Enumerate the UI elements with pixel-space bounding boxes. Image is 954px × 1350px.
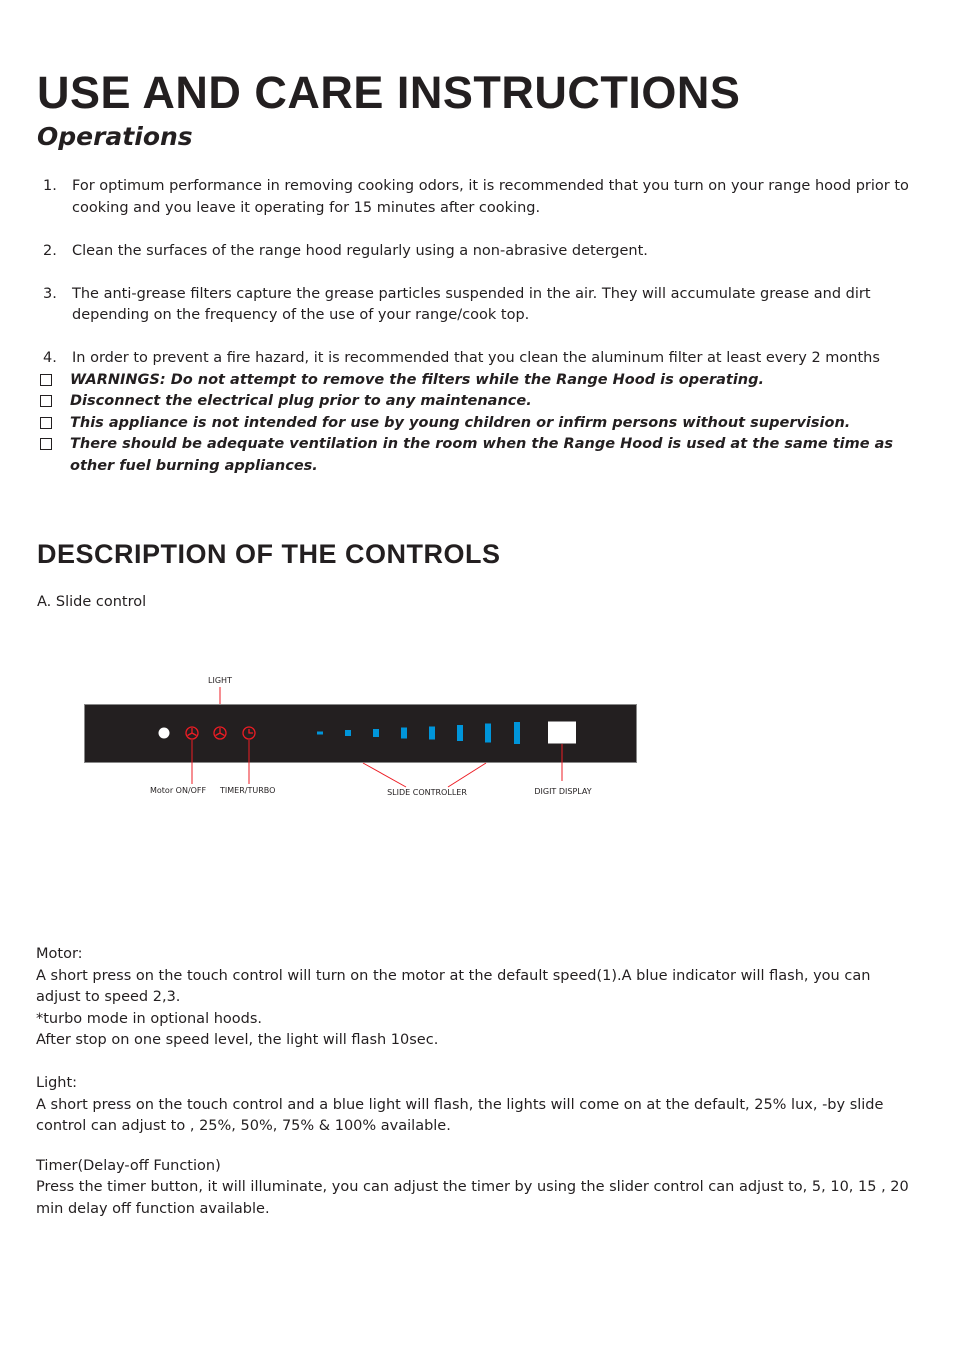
slider-bar[interactable] (457, 725, 463, 741)
motor-text: After stop on one speed level, the light will flash 10sec. (36, 1032, 439, 1048)
warning-item (40, 391, 910, 413)
operations-list (40, 176, 910, 477)
operation-number: 2. (43, 242, 57, 259)
power-dot-icon[interactable] (159, 728, 170, 739)
operation-text: In order to prevent a fire hazard, it is recommended that you clean the aluminum filter at least every 2 months (72, 350, 880, 366)
slider-bar[interactable] (485, 724, 491, 743)
control-descriptions (36, 944, 916, 1220)
digit-display (548, 722, 576, 744)
motor-label: Motor ON/OFF (150, 786, 207, 795)
timer-text: Press the timer button, it will illuminate, you can adjust the timer by using the slider control can adjust to, 5, 10, 15 , 20 min delay off function available. (36, 1179, 909, 1217)
warning-text: Disconnect the electrical plug prior to any maintenance. (70, 393, 532, 409)
operation-item (40, 348, 910, 370)
slider-bar[interactable] (373, 729, 379, 737)
operation-text: The anti-grease filters capture the grease particles suspended in the air. They will accumulate grease and dirt depending on the frequency of the use of your range/cook top. (72, 285, 871, 323)
operation-number: 1. (43, 178, 57, 194)
operation-text: For optimum performance in removing cooking odors, it is recommended that you turn on your range hood prior to cooking and you leave it operating for 15 minutes after cooking. (72, 178, 909, 216)
warning-item (40, 434, 910, 477)
warning-text: This appliance is not intended for use by young children or infirm persons without supervision. (70, 414, 851, 431)
slider-bar[interactable] (429, 727, 435, 740)
slider-bar[interactable] (514, 722, 520, 744)
section-subtitle-operations: Operations (37, 122, 193, 151)
checkbox-icon (40, 374, 52, 386)
warning-text: WARNINGS: Do not attempt to remove the filters while the Range Hood is operating. (70, 371, 764, 388)
control-panel-diagram (0, 660, 954, 810)
slider-callout-line (448, 763, 486, 787)
digit-display-label: DIGIT DISPLAY (534, 787, 592, 796)
checkbox-icon (40, 395, 52, 407)
timer-heading: Timer(Delay-off Function) (36, 1157, 221, 1174)
light-label: LIGHT (208, 676, 232, 685)
operation-item (40, 241, 910, 263)
timer-label: TIMER/TURBO (220, 786, 276, 795)
slider-callout-line (363, 763, 406, 787)
motor-heading: Motor: (36, 946, 83, 962)
page-title: USE AND CARE INSTRUCTIONS (37, 67, 741, 118)
light-text: A short press on the touch control and a blue light will flash, the lights will come on at the default, 25% lux, -by slide control can adjust to , 25%, 50%, 75% & 100% available. (36, 1096, 884, 1134)
slide-control-label: A. Slide control (37, 594, 147, 610)
slider-bar[interactable] (317, 732, 323, 735)
operation-text: Clean the surfaces of the range hood regularly using a non-abrasive detergent. (72, 242, 648, 259)
operation-number: 4. (43, 350, 57, 366)
light-heading: Light: (36, 1075, 78, 1091)
operation-item (40, 284, 910, 327)
operation-number: 3. (43, 285, 57, 302)
slider-bar[interactable] (345, 730, 351, 736)
warning-text: There should be adequate ventilation in the room when the Range Hood is used at the same time as other fuel burning appliances. (70, 436, 894, 474)
checkbox-icon (40, 417, 52, 429)
warning-item (40, 370, 910, 392)
motor-text: A short press on the touch control will turn on the motor at the default speed(1).A blue indicator will flash, you can adjust to speed 2,3. (36, 967, 871, 1005)
checkbox-icon (40, 438, 52, 450)
operation-item (40, 176, 910, 219)
warning-item (40, 413, 910, 435)
slider-bar[interactable] (401, 728, 407, 739)
controls-heading: DESCRIPTION OF THE CONTROLS (37, 539, 501, 569)
motor-text: *turbo mode in optional hoods. (36, 1010, 263, 1027)
slider-label: SLIDE CONTROLLER (387, 788, 467, 797)
